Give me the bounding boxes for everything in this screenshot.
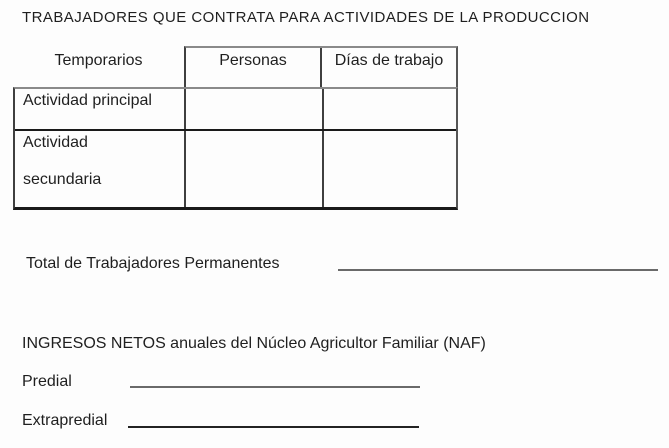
predial-label: Predial — [22, 373, 72, 390]
form-title: TRABAJADORES QUE CONTRATA PARA ACTIVIDADES DE LA PRODUCCION — [22, 9, 590, 26]
extrapredial-label: Extrapredial — [22, 412, 108, 429]
column-header-dias-de-trabajo: Días de trabajo — [334, 52, 444, 69]
table-row-group-label: Temporarios — [54, 52, 143, 69]
table-body — [13, 87, 458, 210]
row-label-actividad-secundaria-line1: Actividad — [23, 134, 88, 151]
cell-actividad-principal-dias-de-trabajo[interactable] — [324, 89, 456, 129]
cell-actividad-principal-personas[interactable] — [186, 89, 322, 129]
row-label-actividad-secundaria-line2: secundaria — [23, 171, 102, 188]
cell-actividad-secundaria-personas[interactable] — [186, 131, 322, 207]
cell-actividad-secundaria-dias-de-trabajo[interactable] — [324, 131, 456, 207]
predial-fill-line[interactable] — [130, 372, 420, 388]
total-permanentes-fill-line[interactable] — [338, 254, 658, 271]
row-label-actividad-principal: Actividad principal — [23, 92, 152, 109]
extrapredial-fill-line[interactable] — [128, 412, 419, 428]
ingresos-netos-section-heading: INGRESOS NETOS anuales del Núcleo Agricultor Familiar (NAF) — [22, 335, 486, 352]
column-header-personas: Personas — [186, 48, 322, 87]
table-header-row — [184, 46, 458, 87]
total-permanentes-label: Total de Trabajadores Permanentes — [26, 255, 280, 272]
